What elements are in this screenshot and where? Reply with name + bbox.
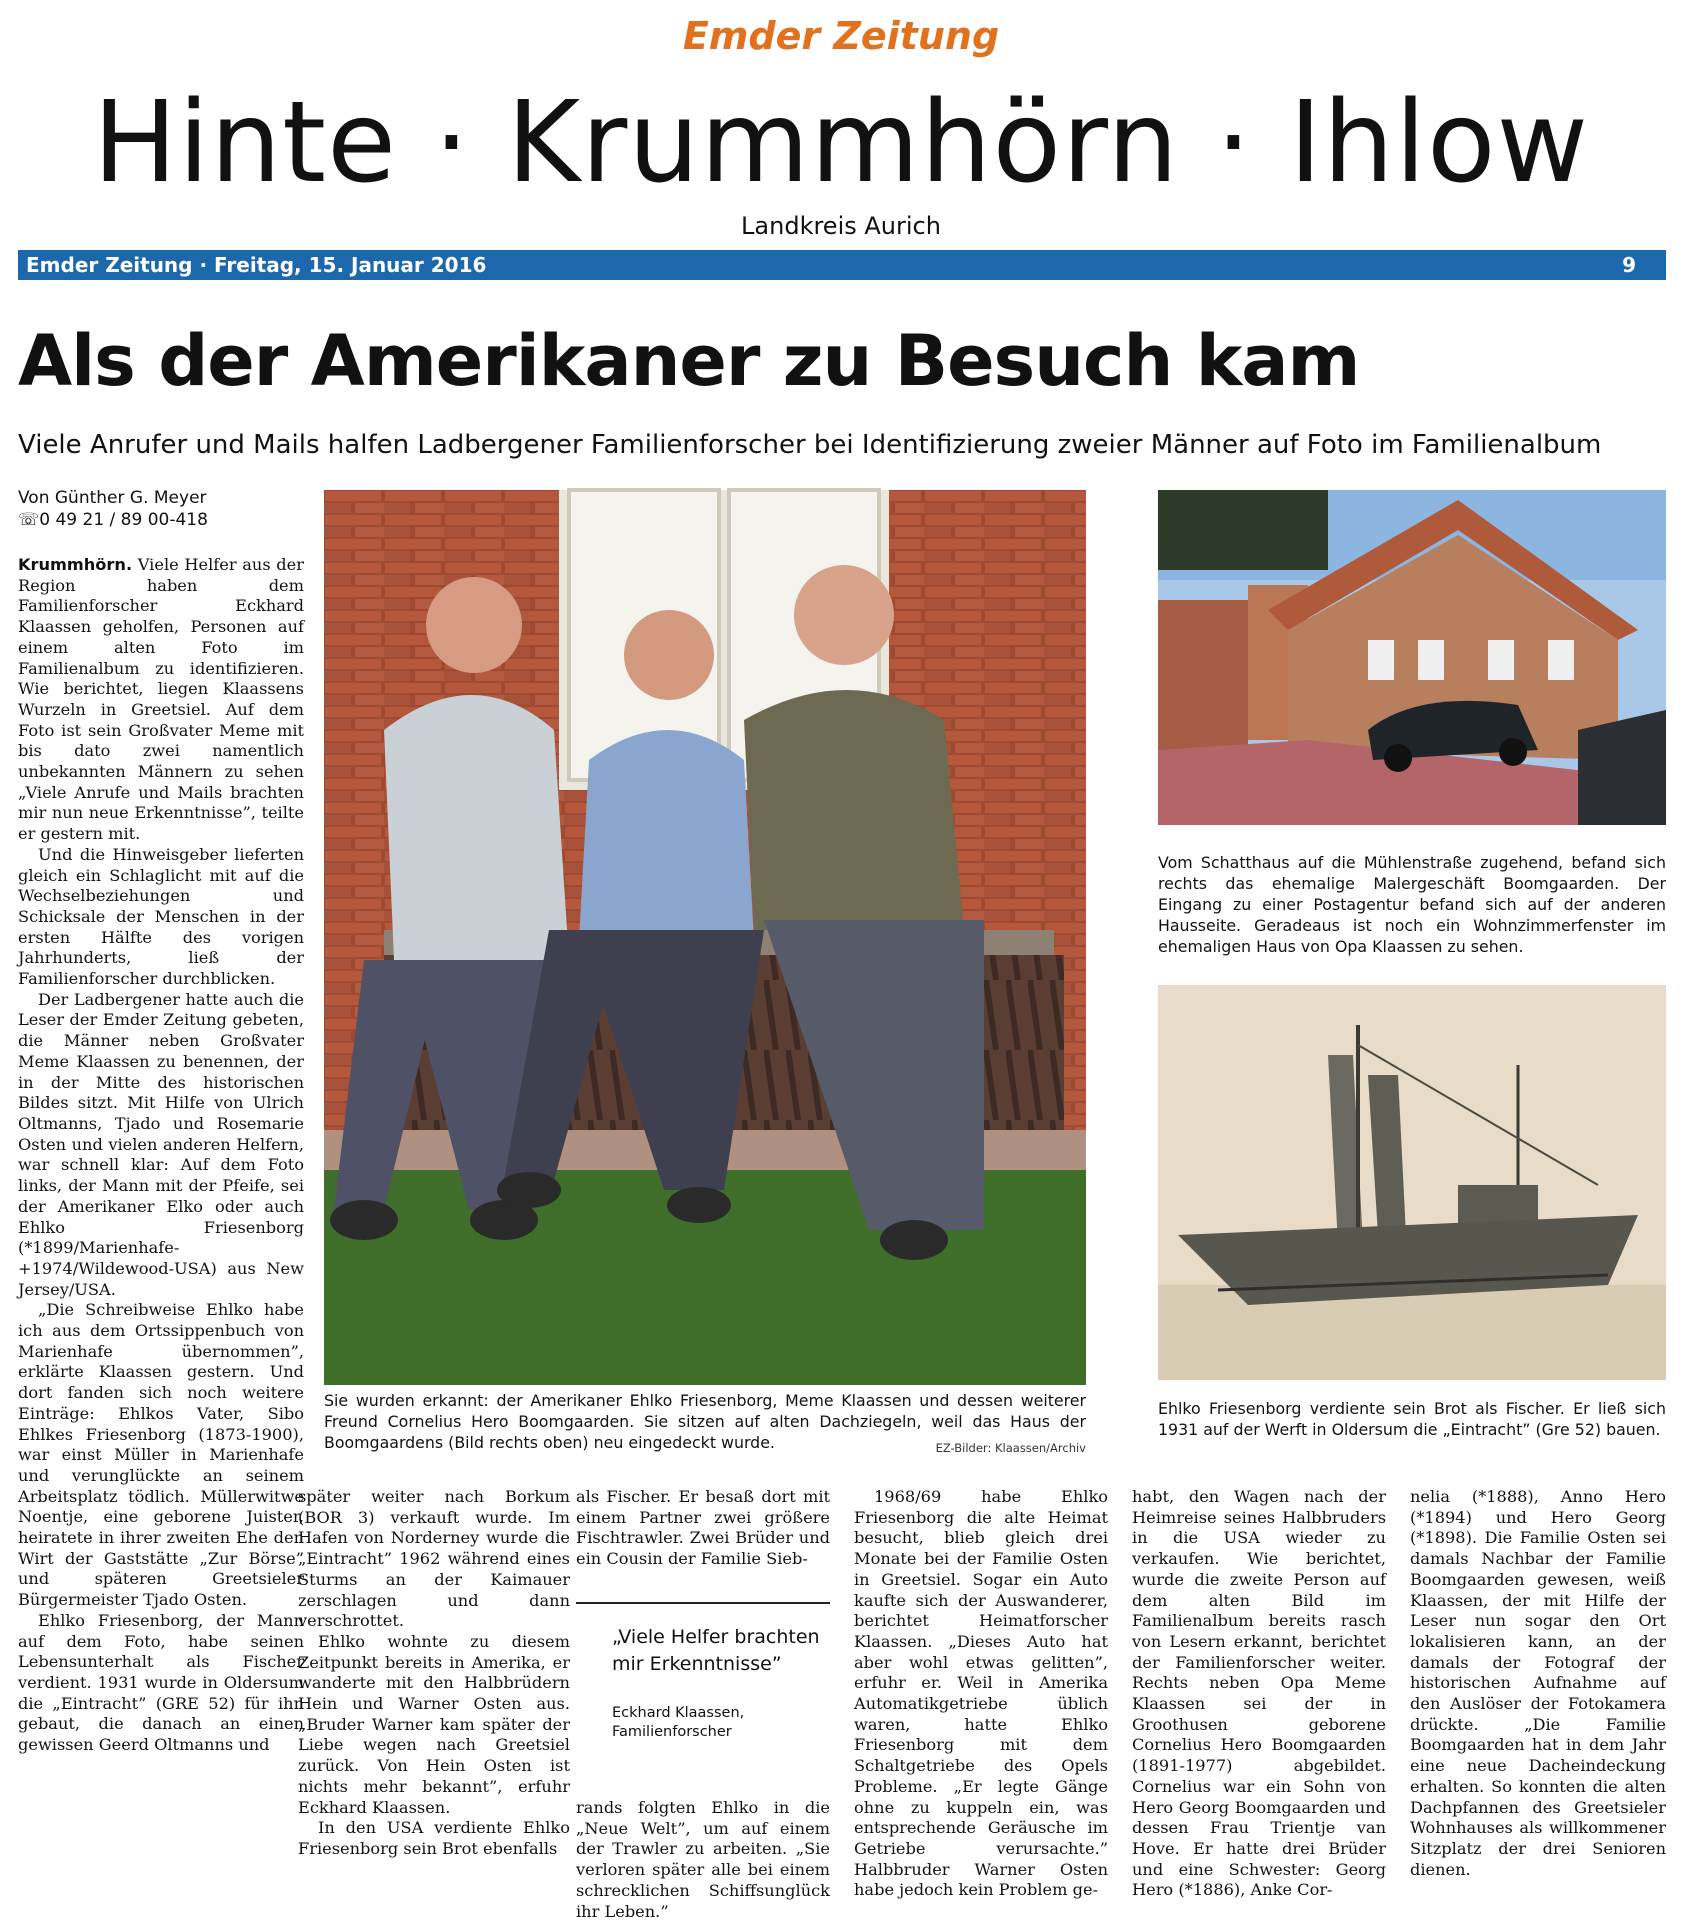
article-column-3 xyxy=(576,1487,830,1592)
dateline-bar xyxy=(18,250,1666,280)
phone-number: ☏0 49 21 / 89 00-418 xyxy=(18,510,208,530)
article-column-6 xyxy=(1410,1487,1666,1912)
paragraph: In den USA verdiente Ehlko Friesenborg sein Brot ebenfalls xyxy=(298,1818,570,1858)
fishing-boat-photo xyxy=(1158,985,1666,1380)
paragraph: „Die Schreibweise Ehlko habe ich aus dem Ortssippenbuch von Marienhafe übernommen”, erklärte Klaassen gestern. Und dort fanden sich noch weitere Einträge: Ehlkos Vater, Sibo Ehlkes Friesenborg (1873-1900), war einst Müller in Marienhafe und verunglückte an seinem Arbeitsplatz tödlich. Müllerwitwe Noentje, eine geborene Juister, heiratete in ihrer zweiten Ehe den Wirt der Gaststätte „Zur Börse” und späteren Greetsieler Bürgermeister Tjado Osten. xyxy=(18,1300,304,1610)
paragraph: Ehlko wohnte zu diesem Zeitpunkt bereits in Amerika, er wanderte mit den Halbbrüdern Hein und Warner Osten aus. „Bruder Warner kam später der Liebe wegen nach Greetsiel zurück. Von Hein Osten ist nichts mehr bekannt”, erfuhr Eckhard Klaassen. xyxy=(298,1631,570,1817)
paragraph: als Fischer. Er besaß dort mit einem Partner zwei größere Fischtrawler. Zwei Brüder und ein Cousin der Familie Sieb- xyxy=(576,1487,830,1569)
article-headline: Als der Amerikaner zu Besuch kam xyxy=(18,320,1360,402)
paragraph: später weiter nach Borkum (BOR 3) verkauft wurde. Im Hafen von Norderney wurde die „Eintracht” 1962 während eines Sturms an der Kaimauer zerschlagen und dann verschrottet. xyxy=(298,1487,570,1631)
page-number: 9 xyxy=(1622,253,1636,277)
section-subtitle: Landkreis Aurich xyxy=(741,212,941,240)
article-subheadline: Viele Anrufer und Mails halfen Ladbergener Familienforscher bei Identifizierung zweier Männer auf Foto im Familienalbum xyxy=(18,430,1602,460)
main-photo-caption: Sie wurden erkannt: der Amerikaner Ehlko Friesenborg, Meme Klaassen und dessen weiterer Freund Cornelius Hero Boomgaarden. Sie sitzen auf alten Dachziegeln, weil das Haus der Boomgaardens (Bild rechts oben) neu eingedeckt wurde. EZ-Bilder: Klaassen/Archiv xyxy=(324,1390,1086,1459)
house-photo-caption: Vom Schatthaus auf die Mühlenstraße zugehend, befand sich rechts das ehemalige Malergeschäft Boomgaarden. Der Eingang zu einer Postagentur befand sich auf der anderen Hausseite. Geradeaus ist noch ein Wohnzimmerfenster im ehemaligen Haus von Opa Klaassen zu sehen. xyxy=(1158,853,1666,956)
quote-text: „Viele Helfer brachten mir Erkenntnisse” xyxy=(612,1626,820,1675)
pull-quote xyxy=(576,1602,830,1742)
street-house-photo xyxy=(1158,490,1666,825)
author: Von Günther G. Meyer xyxy=(18,488,207,508)
ship-photo xyxy=(1158,985,1666,1380)
house-photo xyxy=(1158,490,1666,825)
dateline-place: Krummhörn. xyxy=(18,555,133,574)
paragraph: Und die Hinweisgeber lieferten gleich ein Schlaglicht mit auf die Wechselbeziehungen und Schicksale der Menschen in der ersten Hälfte des vorigen Jahrhunderts, ließ der Familienforscher durchblicken. xyxy=(18,844,304,989)
byline xyxy=(18,487,208,531)
dateline: Emder Zeitung · Freitag, 15. Januar 2016 xyxy=(26,253,487,277)
three-men-photo xyxy=(324,490,1086,1385)
article-column-4 xyxy=(854,1487,1108,1912)
paragraph: 1968/69 habe Ehlko Friesenborg die alte Heimat besucht, blieb gleich drei Monate bei der Familie Osten in Greetsiel. Sogar ein Auto kaufte sich der Auswanderer, berichtet Heimatforscher Klaassen. „Dieses Auto hat aber wohl etwas gelitten”, erfuhr er. Weil in Amerika Automatikgetriebe üblich waren, hatte Ehlko Friesenborg mit dem Schaltgetriebe des Opels Probleme. „Er legte Gänge ohne zu kuppeln ein, was entsprechende Geräusche im Getriebe verursachte.” Halbbruder Warner Osten habe jedoch kein Problem ge- xyxy=(854,1487,1108,1900)
article-column-1 xyxy=(18,555,304,1910)
paragraph: Der Ladbergener hatte auch die Leser der Emder Zeitung gebeten, die Männer neben Großvater Meme Klaassen zu benennen, der in der Mitte des historischen Bildes sitzt. Mit Hilfe von Ulrich Oltmanns, Tjado und Rosemarie Osten und vielen anderen Helfern, war schnell klar: Auf dem Foto links, der Mann mit der Pfeife, sei der Amerikaner Elko oder auch Ehlko Friesenborg (*1899/Marienhafe-+1974/Wildewood-USA) aus New Jersey/USA. xyxy=(18,989,304,1299)
quote-author: Eckhard Klaassen, Familienforscher xyxy=(612,1705,745,1740)
section-title: Hinte · Krummhörn · Ihlow xyxy=(92,78,1590,208)
paragraph: rands folgten Ehlko in die „Neue Welt”, um auf einem der Trawler zu arbeiten. „Sie verloren später alle bei einem schrecklichen Schiffsunglück ihr Leben.” xyxy=(576,1798,830,1921)
paragraph: Krummhörn. Viele Helfer aus der Region haben dem Familienforscher Eckhard Klaassen geholfen, Personen auf einem alten Foto im Familienalbum zu identifizieren. Wie berichtet, liegen Klaassens Wurzeln in Greetsiel. Auf dem Foto ist sein Großvater Meme mit bis dato zwei namentlich unbekannten Männern zu sehen „Viele Anrufe und Mails brachten mir nun neue Erkenntnisse”, teilte er gestern mit. xyxy=(18,555,304,844)
newspaper-brand: Emder Zeitung xyxy=(682,14,1000,58)
article-column-5 xyxy=(1132,1487,1386,1912)
paragraph: Ehlko Friesenborg, der Mann auf dem Foto, habe seinen Lebensunterhalt als Fischer verdient. 1931 wurde in Oldersum die „Eintracht” (GRE 52) für ihn gebaut, die danach an einen gewissen Geerd Oltmanns und xyxy=(18,1610,304,1755)
article-column-2 xyxy=(298,1487,570,1912)
paragraph: habt, den Wagen nach der Heimreise seines Halbbruders in die USA wieder zu verkaufen. Wie berichtet, wurde die zweite Person auf dem alten Bild im Familienalbum bereits rasch von Lesern erkannt, berichtet der Familienforscher weiter. Rechts neben Opa Meme Klaassen sei der in Groothusen geborene Cornelius Hero Boomgaarden (1891-1977) abgebildet. Cornelius war ein Sohn von Hero Georg Boomgaarden und dessen Frau Trientje van Hove. Er hatte drei Brüder und eine Schwester: Georg Hero (*1886), Anke Cor- xyxy=(1132,1487,1386,1900)
paragraph: nelia (*1888), Anno Hero (*1894) und Hero Georg (*1898). Die Familie Osten sei damals Nachbar der Familie Boomgaarden gewesen, weiß Klaassen, der mit Hilfe der Leser nun sogar den Ort lokalisieren kann, an der damals der Fotograf der historischen Aufnahme auf den Auslöser der Fotokamera drückte. „Die Familie Boomgaarden hat in dem Jahr eine neue Dacheindeckung erhalten. So konnten die alten Dachpfannen des Greetsieler Wohnhauses als willkommener Sitzplatz der drei Senioren dienen. xyxy=(1410,1487,1666,1879)
main-photo xyxy=(324,490,1086,1385)
article-column-3-continued xyxy=(576,1798,830,1921)
photo-credit: EZ-Bilder: Klaassen/Archiv xyxy=(935,1441,1086,1455)
ship-photo-caption: Ehlko Friesenborg verdiente sein Brot als Fischer. Er ließ sich 1931 auf der Werft in Oldersum die „Eintracht” (Gre 52) bauen. xyxy=(1158,1399,1666,1439)
